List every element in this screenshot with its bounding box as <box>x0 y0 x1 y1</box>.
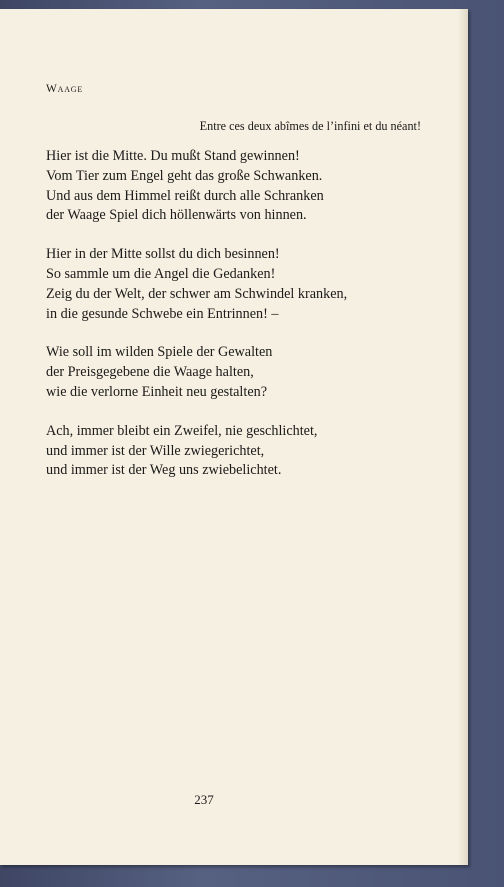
stanza <box>46 245 446 324</box>
stanza <box>46 343 446 402</box>
book-page <box>0 9 468 865</box>
poem-body <box>46 147 446 500</box>
poem-line: Wie soll im wilden Spiele der Gewalten <box>46 344 273 361</box>
poem-line: Hier ist die Mitte. Du mußt Stand gewinnen! <box>46 148 300 164</box>
poem-line: und immer ist der Wille zwiegerichtet, <box>46 442 265 459</box>
poem-line: So sammle um die Angel die Gedanken! <box>46 265 276 282</box>
poem-line: Und aus dem Himmel reißt durch alle Schranken <box>46 187 324 204</box>
poem-line: wie die verlorne Einheit neu gestalten? <box>46 383 268 400</box>
poem-epigraph: Entre ces deux abîmes de l’infini et du néant! <box>199 119 421 133</box>
poem-line: der Waage Spiel dich höllenwärts von hinnen. <box>46 207 307 224</box>
poem-line: Zeig du der Welt, der schwer am Schwindel kranken, <box>46 285 348 302</box>
stanza <box>46 422 446 481</box>
page-number: 237 <box>194 792 214 807</box>
stanza <box>46 147 446 226</box>
poem-line: Vom Tier zum Engel geht das große Schwanken. <box>46 167 323 184</box>
poem-line: und immer ist der Weg uns zwiebelichtet. <box>46 462 282 479</box>
poem-line: der Preisgegebene die Waage halten, <box>46 364 254 381</box>
poem-line: Hier in der Mitte sollst du dich besinnen! <box>46 246 280 263</box>
poem-title: Waage <box>46 83 84 95</box>
poem-line: Ach, immer bleibt ein Zweifel, nie geschlichtet, <box>46 422 318 439</box>
poem-line: in die gesunde Schwebe ein Entrinnen! – <box>46 305 279 322</box>
